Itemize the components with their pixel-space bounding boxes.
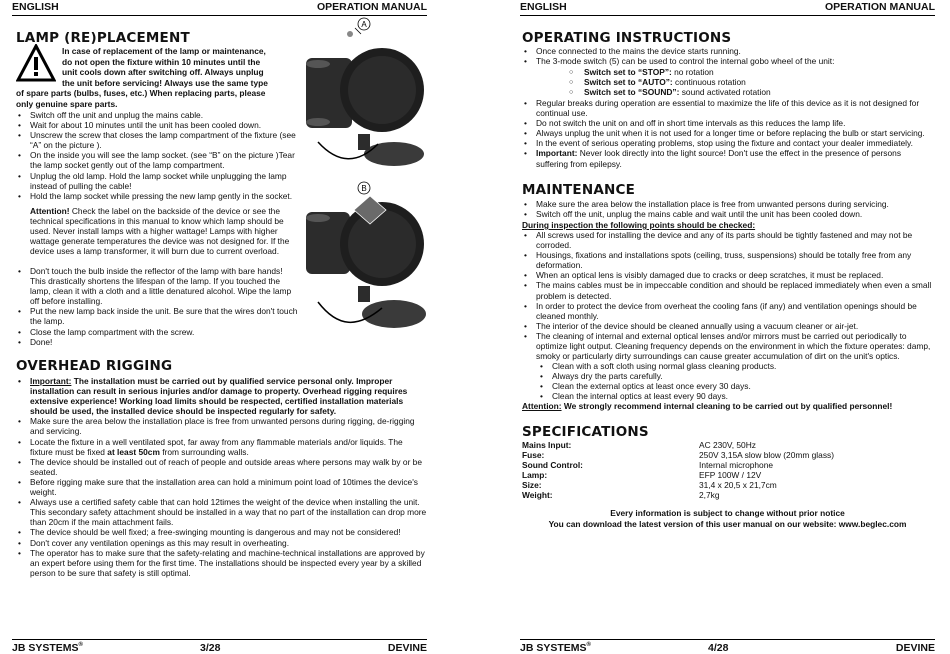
list-item: • Once connected to the mains the device starts running. xyxy=(522,46,935,56)
maintenance-list xyxy=(522,199,935,219)
list-item: • Don't cover any ventilation openings as this may result in overheating. xyxy=(16,538,427,548)
header-manual-title: OPERATION MANUAL xyxy=(316,1,427,13)
lamp-steps-list-2 xyxy=(16,266,298,347)
spec-key: Sound Control: xyxy=(522,460,583,470)
list-item xyxy=(16,437,427,457)
footer-model: DEVINE xyxy=(387,642,427,654)
left-page xyxy=(12,0,427,654)
mode-list xyxy=(554,67,935,97)
lamp-steps-list xyxy=(16,110,298,201)
device-photo-a xyxy=(298,14,426,174)
list-item-important xyxy=(16,376,427,416)
attention-paragraph xyxy=(30,206,298,256)
warning-icon xyxy=(16,44,56,82)
list-item: • All screws used for installing the device and any of its parts should be tightly fastened and may not be corroded. xyxy=(522,230,935,250)
footer-brand xyxy=(12,642,83,654)
spec-key: Lamp: xyxy=(522,470,548,480)
section-title-lamp: LAMP (RE)PLACEMENT xyxy=(16,30,190,46)
list-item: • Hold the lamp socket while pressing the new lamp gently in the socket. xyxy=(16,191,298,201)
spec-value: EFP 100W / 12V xyxy=(699,470,762,480)
page-number: 3/28 xyxy=(200,642,221,654)
list-item: • Always use a certified safety cable that can hold 12times the weight of the device when installing the unit. This secondary safety attachment should be installed in a way that no part of the installation can drop more than 20cm if the main attachment fails. xyxy=(16,497,427,527)
list-item: • The mains cables must be in impeccable condition and should be replaced immediately when even a small problem is detected. xyxy=(522,280,935,300)
list-item: • The device should be well fixed; a free-swinging mounting is dangerous and may not be considered! xyxy=(16,527,427,537)
intro-line: do not open the fixture within 10 minutes until the xyxy=(62,56,261,67)
list-item: • Clean the external optics at least once every 30 days. xyxy=(522,381,935,391)
registered-mark: ® xyxy=(586,642,591,648)
list-item: • Housings, fixations and installations spots (ceiling, truss, suspensions) should be totally free from any deformation. xyxy=(522,250,935,270)
footer-rule xyxy=(12,639,427,640)
mode-label: Switch set to “AUTO”: xyxy=(584,77,673,88)
spec-row xyxy=(522,480,932,490)
mode-label: Switch set to “SOUND”: xyxy=(584,87,680,98)
lamp-intro-warning-cont xyxy=(16,88,298,109)
list-item: • In order to protect the device from overheat the cooling fans (if any) and ventilation openings should be cleaned monthly. xyxy=(522,301,935,321)
operating-list xyxy=(522,46,935,66)
spec-key: Size: xyxy=(522,480,542,490)
list-item: • Unplug the old lamp. Hold the lamp socket while unplugging the lamp instead of pulling the cable! xyxy=(16,171,298,191)
important-text: Never look directly into the light source! Don't use the effect in the presence of persons suffering from epilepsy. xyxy=(536,148,902,169)
text-run: from surrounding walls. xyxy=(159,446,249,457)
list-item: • Always dry the parts carefully. xyxy=(522,371,935,381)
rigging-list xyxy=(16,376,427,578)
intro-line: the unit before servicing! Always use the same type xyxy=(62,77,268,88)
page-header xyxy=(520,1,935,14)
spec-value: Internal microphone xyxy=(699,460,774,470)
specifications-table xyxy=(522,440,932,500)
list-item: • In the event of serious operating problems, stop using the fixture and contact your dealer immediately. xyxy=(522,138,935,148)
attention-text: Check the label on the backside of the device or see the technical specifications in this manual to know which lamp should be used. Never install lamps with a higher wattage! Lamps with higher wattage generate temperatures the device was not designed for. If the device uses a lamp transformer, it will burn due to current overload. xyxy=(30,206,290,257)
footer-rule xyxy=(520,639,935,640)
list-item: • On the inside you will see the lamp socket. (see “B” on the picture )Tear the lamp socket gently out of the lamp compartment. xyxy=(16,150,298,170)
intro-line: only genuine spare parts. xyxy=(16,98,118,109)
spec-row xyxy=(522,440,932,450)
page-header xyxy=(12,1,427,14)
page-footer xyxy=(520,642,935,654)
important-label: Important: xyxy=(536,148,578,159)
mode-label: Switch set to “STOP”: xyxy=(584,67,672,77)
list-item: • Switch off the unit and unplug the mains cable. xyxy=(16,110,298,120)
registered-mark: ® xyxy=(78,642,83,648)
header-manual-title: OPERATION MANUAL xyxy=(824,1,935,13)
mode-item-sound xyxy=(554,87,935,97)
section-title-maintenance: MAINTENANCE xyxy=(522,182,636,198)
figure-label-a: A xyxy=(361,20,367,29)
list-item: • Put the new lamp back inside the unit. Be sure that the wires don't touch the lamp. xyxy=(16,306,298,326)
mode-text: sound activated rotation xyxy=(679,87,771,98)
notice-line: Every information is subject to change without prior notice xyxy=(610,508,845,518)
list-item: • Unscrew the screw that closes the lamp compartment of the fixture (see “A” on the picture ). xyxy=(16,130,298,150)
spec-row xyxy=(522,460,932,470)
section-title-rigging: OVERHEAD RIGGING xyxy=(16,358,173,374)
spec-value: 250V 3,15A slow blow (20mm glass) xyxy=(699,450,834,460)
list-item: • Do not switch the unit on and off in short time intervals as this reduces the lamp life. xyxy=(522,118,935,128)
download-line: You can download the latest version of this user manual on our website: www.beglec.com xyxy=(548,519,907,529)
text-run-bold: at least 50cm xyxy=(107,446,160,457)
mode-text: no rotation xyxy=(671,67,714,77)
maintenance-attention xyxy=(522,401,935,411)
brand-text: JB SYSTEMS xyxy=(520,642,587,654)
list-item: • The device should be installed out of reach of people and outside areas where persons may walk by or be seated. xyxy=(16,457,427,477)
spec-value: AC 230V, 50Hz xyxy=(699,440,756,450)
intro-line: In case of replacement of the lamp or maintenance, xyxy=(62,46,266,56)
important-label: Important: xyxy=(30,376,72,386)
page-number: 4/28 xyxy=(708,642,729,654)
spec-row xyxy=(522,490,932,500)
spec-key: Mains Input: xyxy=(522,440,572,450)
list-item: • Make sure the area below the installation place is free from unwanted persons during servicing. xyxy=(522,199,935,209)
device-photo-b xyxy=(298,178,426,336)
list-item: • The 3-mode switch (5) can be used to control the internal gobo wheel of the unit: xyxy=(522,56,935,66)
spec-value: 31,4 x 20,5 x 21,7cm xyxy=(699,480,777,490)
footer-model: DEVINE xyxy=(895,642,935,654)
list-item: • The interior of the device should be cleaned annually using a vacuum cleaner or air-jet. xyxy=(522,321,935,331)
footer-brand xyxy=(520,642,591,654)
inspection-heading: During inspection the following points should be checked: xyxy=(522,220,756,230)
section-title-specifications: SPECIFICATIONS xyxy=(522,424,649,440)
list-item: • Make sure the area below the installation place is free from unwanted persons during rigging, de-rigging and servicing. xyxy=(16,416,427,436)
inspection-list xyxy=(522,230,935,361)
list-item: • Clean with a soft cloth using normal glass cleaning products. xyxy=(522,361,935,371)
spec-key: Fuse: xyxy=(522,450,545,460)
cleaning-list xyxy=(522,361,935,401)
header-language: ENGLISH xyxy=(12,1,59,13)
section-title-operating: OPERATING INSTRUCTIONS xyxy=(522,30,732,46)
spec-key: Weight: xyxy=(522,490,553,500)
list-item: • Wait for about 10 minutes until the unit has been cooled down. xyxy=(16,120,298,130)
list-item: • Don't touch the bulb inside the reflector of the lamp with bare hands! This drastically shortens the lifespan of the lamp. If you touched the lamp, clean it with a cloth and a little denatured alcohol. Wipe the lamp off before installing. xyxy=(16,266,298,306)
list-item: • Before rigging make sure that the installation area can hold a minimum point load of 10times the device's weight. xyxy=(16,477,427,497)
list-item: • Close the lamp compartment with the screw. xyxy=(16,327,298,337)
attention-label: Attention! xyxy=(30,206,70,216)
right-page xyxy=(520,0,935,654)
list-item: • Regular breaks during operation are essential to maximize the life of this device as it is not designed for continual use. xyxy=(522,98,935,118)
attention-text: We strongly recommend internal cleaning to be carried out by qualified personnel! xyxy=(561,401,893,411)
list-item: • When an optical lens is visibly damaged due to cracks or deep scratches, it must be replaced. xyxy=(522,270,935,280)
intro-line: of spare parts (bulbs, fuses, etc.) When replacing parts, please xyxy=(16,88,266,98)
page-footer xyxy=(12,642,427,654)
list-item: • Done! xyxy=(16,337,298,347)
text-run: Locate the fixture in a well ventilated spot, far away from any flammable materials and/or liquids. The fixture must be fixed xyxy=(30,436,403,457)
header-rule xyxy=(520,15,935,16)
intro-line: unit cools down after switching off. Always unplug xyxy=(62,67,264,78)
operating-list-2 xyxy=(522,98,935,169)
important-text: The installation must be carried out by qualified service personal only. Improper installation can result in serious injuries and/or damage to property. Overhead rigging requires extensive experience! Working load limits should be respected, certified installation materials should be used, the installed device should be inspected regularly for safety. xyxy=(30,376,408,417)
list-item: • Always unplug the unit when it is not used for a longer time or before replacing the bulb or start servicing. xyxy=(522,128,935,138)
header-language: ENGLISH xyxy=(520,1,567,13)
spec-row xyxy=(522,450,932,460)
list-item: • The operator has to make sure that the safety-relating and machine-technical installations are approved by an expert before using them for the first time. The installations should be inspected every year by a skilled person to be sure that safety is still optimal. xyxy=(16,548,427,578)
mode-text: continuous rotation xyxy=(672,77,746,88)
list-item: • Switch off the unit, unplug the mains cable and wait until the unit has been cooled down. xyxy=(522,209,935,219)
attention-label: Attention: xyxy=(522,401,562,411)
list-item: • Clean the internal optics at least every 90 days. xyxy=(522,391,935,401)
list-item: • The cleaning of internal and external optical lenses and/or mirrors must be carried out periodically to optimize light output. Cleaning frequency depends on the environment in which the fixture operates: damp, smoky or particularly dirty surroundings can cause greater accumulation of dirt on the unit's optics. xyxy=(522,331,935,361)
mode-item-stop xyxy=(554,67,935,77)
list-item-important xyxy=(522,148,935,168)
spec-row xyxy=(522,470,932,480)
spec-value: 2,7kg xyxy=(699,490,720,500)
lamp-intro-warning xyxy=(62,46,298,88)
brand-text: JB SYSTEMS xyxy=(12,642,79,654)
figure-label-b: B xyxy=(361,184,367,193)
mode-item-auto xyxy=(554,77,935,87)
